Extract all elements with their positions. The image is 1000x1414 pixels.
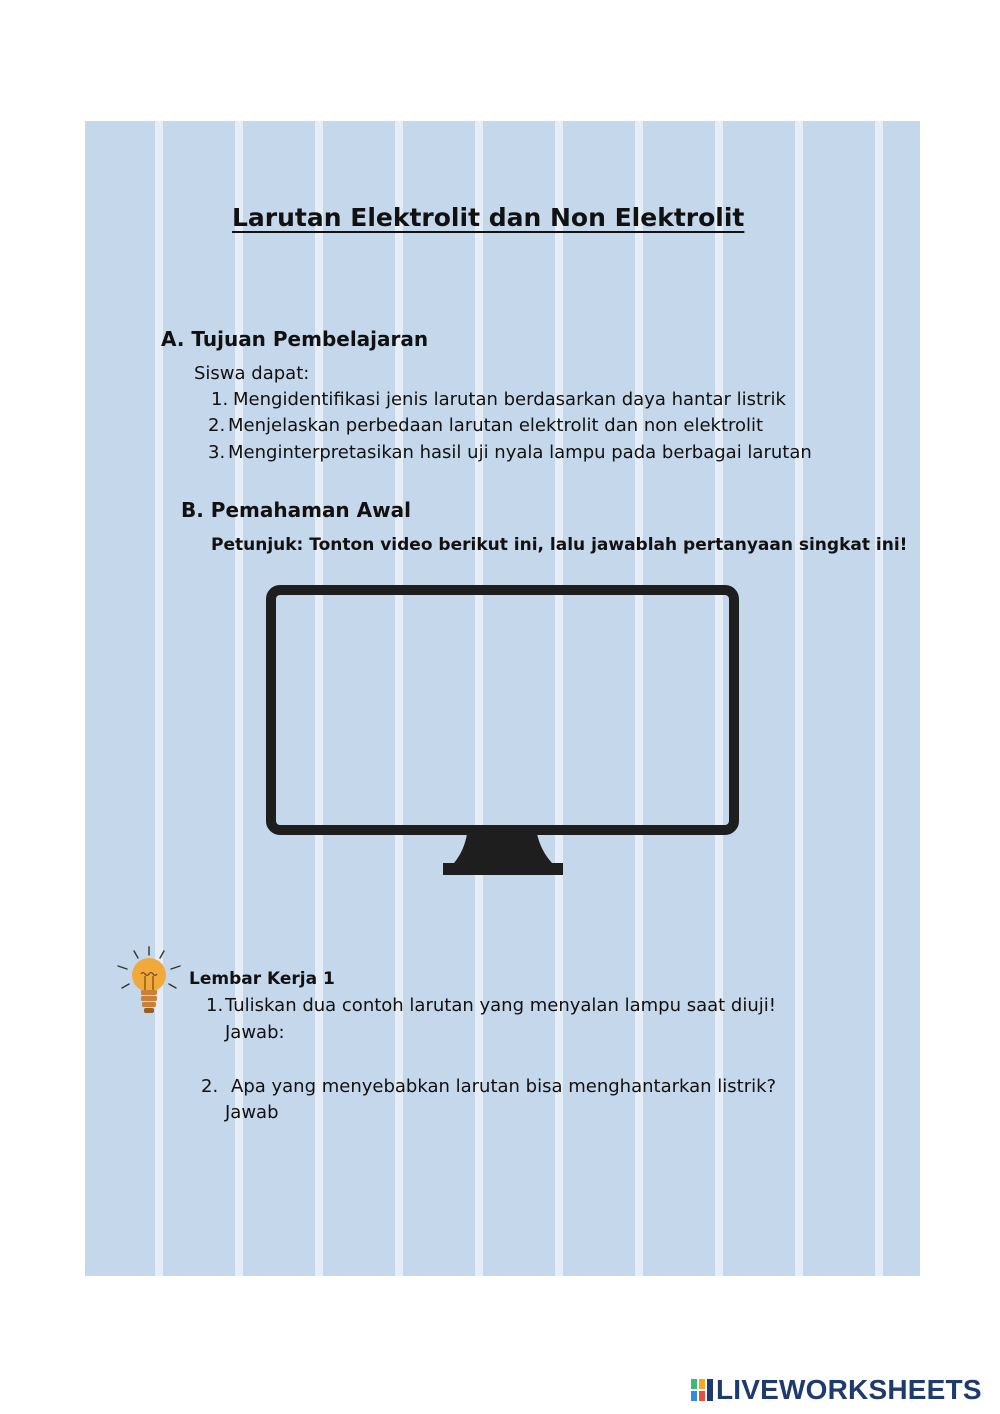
objective-1-text: Mengidentifikasi jenis larutan berdasarkan daya hantar listrik <box>233 389 786 410</box>
section-a-intro: Siswa dapat: <box>194 363 310 384</box>
question-1-text: Tuliskan dua contoh larutan yang menyalan lampu saat diuji! <box>225 995 776 1016</box>
question-2-number: 2. <box>201 1076 219 1097</box>
objective-2-text: Menjelaskan perbedaan larutan elektrolit dan non elektrolit <box>228 415 764 436</box>
section-b-heading: B. Pemahaman Awal <box>181 498 411 522</box>
objective-3-text: Menginterpretasikan hasil uji nyala lampu pada berbagai larutan <box>228 442 812 463</box>
lightbulb-icon <box>114 944 184 1020</box>
question-1-answer-label: Jawab: <box>225 1022 285 1043</box>
objective-1-number: 1. <box>211 389 229 410</box>
question-2-answer-label: Jawab <box>225 1102 279 1123</box>
liveworksheets-branding[interactable] <box>691 1374 982 1406</box>
question-2-text: Apa yang menyebabkan larutan bisa menghantarkan listrik? <box>231 1076 777 1097</box>
video-placeholder[interactable] <box>266 585 740 884</box>
worksheet-heading: Lembar Kerja 1 <box>189 969 335 989</box>
section-b-instruction: Petunjuk: Tonton video berikut ini, lalu jawablah pertanyaan singkat ini! <box>211 535 908 555</box>
objective-2-number: 2. <box>208 415 226 436</box>
brand-name: LIVEWORKSHEETS <box>716 1374 982 1405</box>
objective-3-number: 3. <box>208 442 226 463</box>
section-a-heading: A. Tujuan Pembelajaran <box>161 327 429 351</box>
page-title: Larutan Elektrolit dan Non Elektrolit <box>232 203 745 232</box>
idea-bulb <box>114 944 184 1024</box>
liveworksheets-logo-icon <box>691 1379 713 1401</box>
question-1-number: 1. <box>206 995 224 1016</box>
monitor-icon <box>266 585 740 880</box>
